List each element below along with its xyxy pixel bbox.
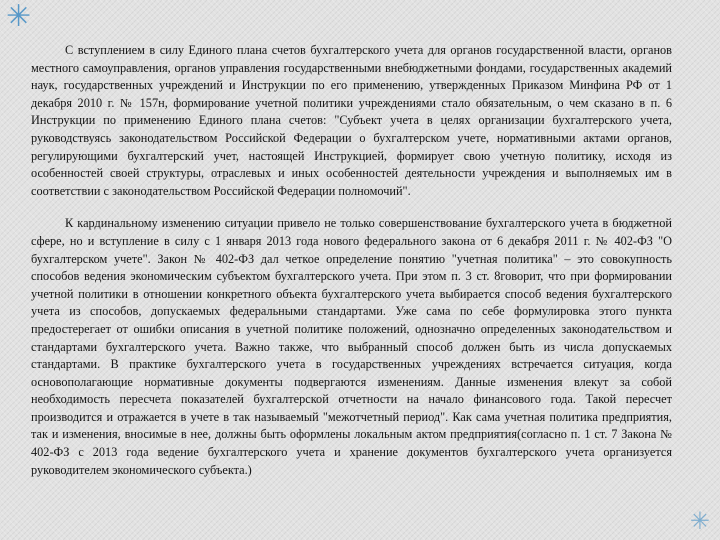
sparkle-icon: ✳ <box>689 509 710 535</box>
sparkle-icon: ✳ <box>6 0 32 33</box>
paragraph-accounting-policy-intro: С вступлением в силу Единого плана счетов бухгалтерского учета для органов государственной власти, органов местного самоуправления, органов управления государственными внебюджетными фондами, государственных академий наук, государственных учреждений и Инструкции по его применению, утвержденных Приказом Минфина РФ от 1 декабря 2010 г. № 157н, формирование учетной политики учреждениями стало обязательным, о чем сказано в п. 6 Инструкции по применению Единого плана счетов: "Субъект учета в целях организации бухгалтерского учета, руководствуясь законодательством Российской Федерации о бухгалтерском учете, нормативными актами органов, регулирующими бухгалтерский учет, настоящей Инструкцией, формирует свою учетную политику, исходя из особенностей своей структуры, отраслевых и иных особенностей деятельности учреждения и выполняемых им в соответствии с законодательством Российской Федерации полномочий". <box>31 43 672 198</box>
document-body <box>31 42 672 479</box>
paragraph-federal-law-402: К кардинальному изменению ситуации привело не только совершенствование бухгалтерского учета в бюджетной сфере, но и вступление в силу с 1 января 2013 года нового федерального закона от 6 декабря 2011 г. № 402-ФЗ "О бухгалтерском учете". Закон № 402-ФЗ дал четкое определение понятию "учетная политика" – это совокупность способов ведения экономическим субъектом бухгалтерского учета. При этом п. 3 ст. 8говорит, что при формировании учетной политики в отношении конкретного объекта бухгалтерского учета выбирается способ ведения бухгалтерского учета из способов, допускаемых федеральными стандартами. Уже сама по себе формулировка этого пункта предостерегает от ошибки описания в учетной политике положений, однозначно определенных законодательством и стандартами бухгалтерского учета. Важно также, что выбранный способ должен быть из числа допускаемых стандартами. В практике бухгалтерского учета в государственных учреждениях встречается ситуация, когда основополагающие нормативные документы подвергаются изменениям. Данные изменения влекут за собой необходимость пересчета показателей бухгалтерской отчетности на начало финансового года. Такой пересчет производится и отражается в учете в так называемый "межотчетный период". Как сама учетная политика предприятия, так и изменения, вносимые в нее, должны быть оформлены локальным актом предприятия(согласно п. 1 ст. 7 Закона № 402-ФЗ с 2013 года ведение бухгалтерского учета и хранение документов бухгалтерского учета организуется руководителем экономического субъекта.) <box>31 216 672 477</box>
